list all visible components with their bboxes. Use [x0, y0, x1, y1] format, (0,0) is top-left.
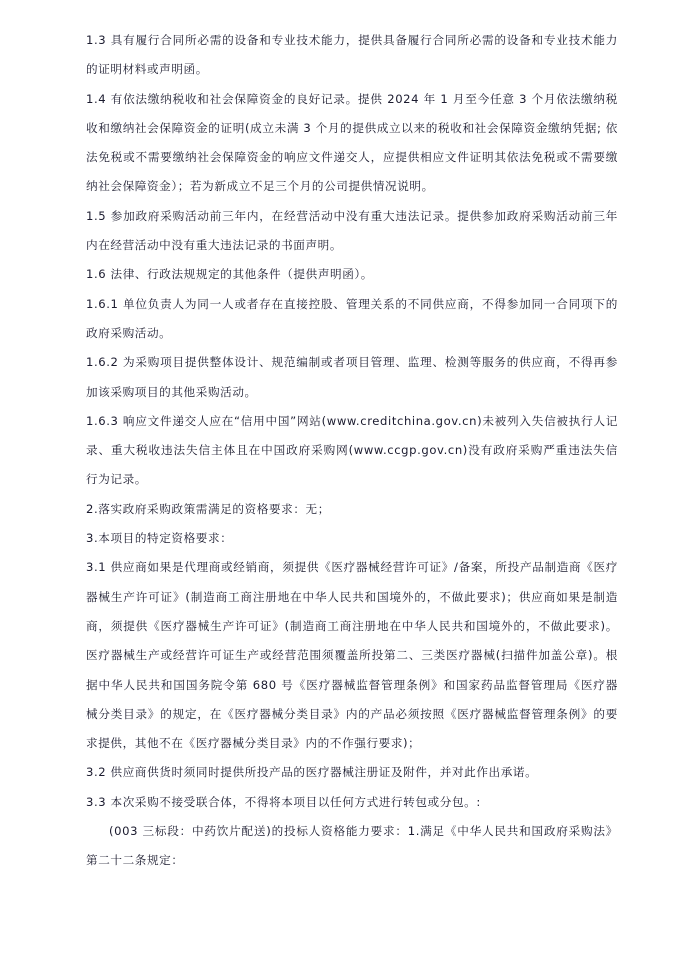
paragraph-1-6-2: 1.6.2 为采购项目提供整体设计、规范编制或者项目管理、监理、检测等服务的供应商，不得再参加该采购项目的其他采购活动。: [86, 355, 618, 399]
paragraph-2: 2.落实政府采购政策需满足的资格要求：无；: [86, 501, 330, 516]
paragraph-1-6-1: 1.6.1 单位负责人为同一人或者存在直接控股、管理关系的不同供应商，不得参加同一合同项下的政府采购活动。: [86, 296, 618, 340]
paragraph-1-6: 1.6 法律、行政法规规定的其他条件（提供声明函）。: [86, 267, 373, 282]
paragraph-3-3: 3.3 本次采购不接受联合体，不得将本项目以任何方式进行转包或分包。:: [86, 794, 481, 809]
paragraph-1-5: 1.5 参加政府采购活动前三年内，在经营活动中没有重大违法记录。提供参加政府采购活动前三年内在经营活动中没有重大违法记录的书面声明。: [86, 208, 618, 253]
paragraph-3-2: 3.2 供应商供货时须同时提供所投产品的医疗器械注册证及附件，并对此作出承诺。: [86, 765, 538, 780]
paragraph-1-4: 1.4 有依法缴纳税收和社会保障资金的良好记录。提供 2024 年 1 月至今任意 3 个月依法缴纳税收和缴纳社会保障资金的证明(成立未满 3 个月的提供成立以来的税收和社会保障资金缴纳凭据; 依法免税或不需要缴纳社会保障资金的响应文件递交人，应提供相应文件证明其依法免税或不需要缴纳社会保障资金）；若为新成立不足三个月的公司提供情况说明。: [86, 91, 618, 194]
paragraph-3: 3.本项目的特定资格要求：: [86, 531, 233, 546]
document-body: [86, 26, 618, 876]
paragraph-3-1: 3.1 供应商如果是代理商或经销商，须提供《医疗器械经营许可证》/备案，所投产品制造商《医疗器械生产许可证》(制造商工商注册地在中华人民共和国境外的，不做此要求)；供应商如果是制造商，须提供《医疗器械生产许可证》(制造商工商注册地在中华人民共和国境外的，不做此要求)。医疗器械生产或经营许可证生产或经营范围须覆盖所投第二、三类医疗器械(扫描件加盖公章)。根据中华人民共和国国务院令第 680 号《医疗器械监督管理条例》和国家药品监督管理局《医疗器械分类目录》的规定，在《医疗器械分类目录》内的产品必须按照《医疗器械监督管理条例》的要求提供，其他不在《医疗器械分类目录》内的不作强行要求)；: [86, 560, 618, 751]
paragraph-1-3: 1.3 具有履行合同所必需的设备和专业技术能力，提供具备履行合同所必需的设备和专业技术能力的证明材料或声明函。: [86, 33, 618, 77]
paragraph-1-6-3: 1.6.3 响应文件递交人应在“信用中国”网站(www.creditchina.gov.cn)未被列入失信被执行人记录、重大税收违法失信主体且在中国政府采购网(www.ccgp.gov.cn)没有政府采购严重违法失信行为记录。: [86, 413, 618, 487]
paragraph-lot-003: (003 三标段：中药饮片配送)的投标人资格能力要求：1.满足《中华人民共和国政府采购法》第二十二条规定：: [86, 824, 618, 868]
